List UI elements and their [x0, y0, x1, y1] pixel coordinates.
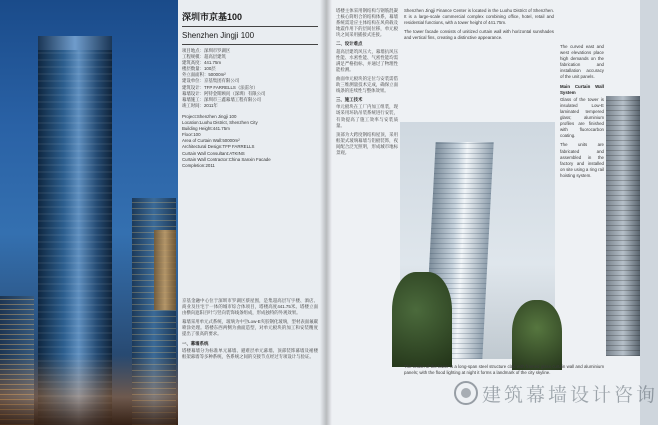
paragraph: 超高层建筑风压大，幕墙抗风压性能、水密性能、气密性能均需满足严格指标，并通过了物理性能检测。 [336, 48, 398, 72]
project-title-cn: 深圳市京基100 [182, 12, 243, 22]
page-gutter [320, 0, 332, 425]
section-heading: Main Curtain Wall System [560, 83, 604, 95]
left-page [0, 0, 326, 425]
section-heading: 二、设计难点 [336, 41, 363, 47]
watermark-text: 建筑幕墙设计咨询 [482, 383, 658, 406]
tree [392, 272, 452, 367]
paragraph: The tower facade consists of unitized curtain wall with horizontal sunshades and vertical fins, creating a distinctive appearance. [404, 29, 554, 41]
night-tower-photo [0, 0, 178, 425]
meta-row: 楼层数量： 100层 [182, 66, 216, 72]
section-heading: 三、施工技术 [336, 97, 363, 103]
subtitle-rule [182, 44, 318, 45]
meta-cn-list [182, 48, 318, 109]
paragraph: The crown of the tower is a long-span steel structure clad with framed glass curtain wall and aluminium panels; with the flood lighting at night it forms a landmark of the city skyline. [404, 364, 604, 376]
meta-row: Project: Shenzhen Jingji 100 [182, 113, 237, 119]
paragraph: 京基金融中心位于深圳市罗湖区蔡屋围，是集超高层写字楼、酒店、商业及住宅于一体的城市综合体项目，塔楼高度441.75米。塔楼立面由横向遮阳百叶与竖向装饰线条组成，形成独特的外观效果。 [182, 298, 318, 316]
meta-row: 幕墙设计： 阿特金斯顾问（深圳）有限公司 [182, 90, 266, 96]
daytime-tower-photo [400, 122, 555, 359]
paragraph: 幕墙采用单元式系统，玻璃为中空Low-E夹胶钢化玻璃，型材表面氟碳喷涂处理。塔楼东西两侧为曲面造型，对单元板块的加工和安装精度提出了很高的要求。 [182, 319, 318, 337]
tree [512, 300, 562, 370]
right-bottom-en [404, 364, 604, 379]
section-heading: 一、幕墙系统 [182, 340, 209, 346]
meta-row: 外立面面积： 50000m² [182, 72, 226, 78]
paragraph: 单元板块在工厂内加工组装，现场采用环轨吊装系统进行安装，有效提高了施工效率与安装质量。 [336, 104, 398, 128]
meta-row: Curtain Wall Consultant: ATKINS [182, 150, 245, 156]
paragraph: 顶部为大跨度钢结构屋顶，采用框架式玻璃幕墙与铝板装饰，夜间配合泛光照明，形成城市地标景观。 [336, 131, 398, 155]
title-rule [182, 26, 318, 27]
paragraph: 曲面单元板块的定位与安装需借助三维测量技术完成，确保立面线条的连续性与整体效果。 [336, 75, 398, 94]
paragraph: The units are fabricated and assembled in the factory and installed on site using a ring rail hoisting system. [560, 142, 604, 178]
meta-row: Area of Curtain Wall: 50000m² [182, 138, 240, 144]
watermark [454, 378, 658, 408]
meta-row: 项目地点： 深圳市罗湖区 [182, 48, 231, 53]
meta-row: 建筑高度： 441.75m [182, 60, 222, 66]
paragraph: 塔楼幕墙分为标准单元幕墙、避难层单元幕墙、顶部装饰幕墙及裙楼框架幕墙等多种系统，各系统之间的交接节点经过专项设计与验证。 [182, 347, 318, 359]
city-lights [0, 355, 178, 425]
right-side-en [560, 44, 604, 182]
paragraph: Shenzhen Jingji Finance Center is located in the Luohu District of Shenzhen. It is a large-scale commercial complex combining office, hotel, retail and residential functions, with a tower height of 441.75m. [404, 8, 554, 26]
meta-en-list [182, 114, 318, 169]
meta-row: Floor: 100 [182, 132, 201, 138]
right-column-cn [336, 8, 398, 159]
gold-column-photo [154, 230, 176, 310]
meta-row: 竣工时间： 2011年 [182, 102, 218, 108]
meta-row: 建筑设计： TFP FARRELLS（法雷尔） [182, 84, 258, 90]
meta-row: Completion: 2011 [182, 162, 215, 168]
meta-row: 工程规模： 超高层建筑 [182, 54, 226, 60]
facade-detail-photo [606, 96, 640, 356]
wechat-logo-icon [454, 381, 478, 405]
meta-row: Architectural Design: TFP FARRELLS [182, 144, 255, 150]
right-top-en [404, 8, 554, 44]
meta-row: Curtain Wall Contractor: China Sanxin Facade [182, 156, 271, 162]
paragraph: The curved east and west elevations place high demands on the fabrication and installation accuracy of the unit panels. [560, 44, 604, 80]
left-body-text [182, 298, 318, 363]
project-info [182, 12, 318, 169]
paragraph: 塔楼主体采用钢结构与钢筋混凝土核心筒组合的结构体系，幕墙系统需适应主体结构在风荷载及地震作用下的层间位移，单元板块之间采用插接式连接。 [336, 8, 398, 38]
meta-row: 建设单位： 京基集团有限公司 [182, 78, 240, 84]
paragraph: Glass of the tower is insulated Low-E laminated tempered glass; aluminium profiles are finished with fluorocarbon coating. [560, 96, 604, 139]
project-title-en: Shenzhen Jingji 100 [182, 31, 255, 40]
meta-row: 幕墙施工： 深圳市三鑫幕墙工程有限公司 [182, 96, 262, 102]
meta-row: Building Height: 441.75m [182, 126, 230, 132]
meta-row: Location: Luohu District, Shenzhen City [182, 120, 258, 126]
